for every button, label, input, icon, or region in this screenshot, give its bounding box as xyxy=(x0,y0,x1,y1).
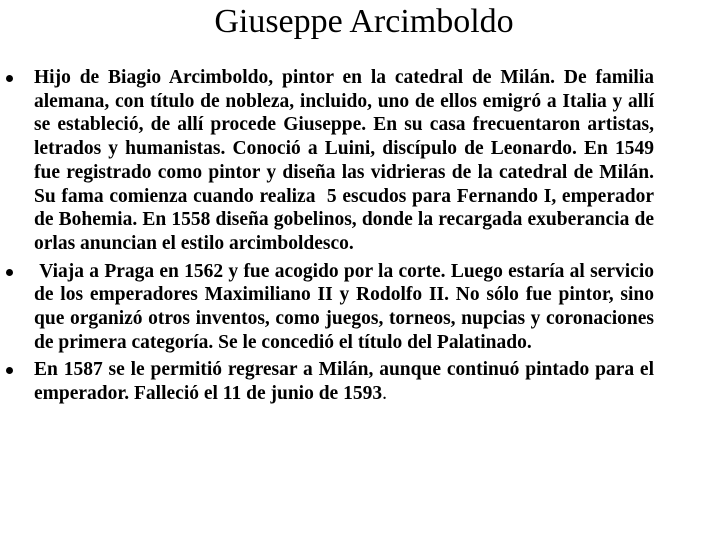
bullet-text xyxy=(34,260,659,355)
bullet-item xyxy=(0,66,659,256)
bullet-icon xyxy=(6,367,13,374)
bullet-tail: . xyxy=(382,383,387,405)
bullet-text xyxy=(34,66,659,256)
bullet-list xyxy=(0,66,728,410)
bullet-icon xyxy=(6,75,13,82)
slide-title: Giuseppe Arcimboldo xyxy=(214,3,514,40)
bullet-body: Hijo de Biagio Arcimboldo, pintor en la catedral de Milán. De familia alemana, con título de nobleza, incluido, uno de ellos emigró a Italia y allí se estableció, de allí procede Giuseppe. En su casa frecuentaron artistas, letrados y humanistas. Conoció a Luini, discípulo de Leonardo. En 1549 fue registrado como pintor y diseña las vidrieras de la catedral de Milán. Su fama comienza cuando realiza 5 escudos para Fernando I, emperador de Bohemia. En 1558 diseña gobelinos, donde la recargada exuberancia de orlas anuncian el estilo arcimboldesco. xyxy=(34,67,659,254)
bullet-text xyxy=(34,358,659,405)
bullet-body: En 1587 se le permitió regresar a Milán, aunque continuó pintado para el emperador. Falleció el 11 de junio de 1593 xyxy=(34,359,659,405)
bullet-icon xyxy=(6,269,13,276)
bullet-item xyxy=(0,358,659,405)
bullet-body: Viaja a Praga en 1562 y fue acogido por la corte. Luego estaría al servicio de los emperadores Maximiliano II y Rodolfo II. No sólo fue pintor, sino que organizó otros inventos, como juegos, torneos, nupcias y coronaciones de primera categoría. Se le concedió el título del Palatinado. xyxy=(34,260,659,353)
bullet-item xyxy=(0,260,659,355)
